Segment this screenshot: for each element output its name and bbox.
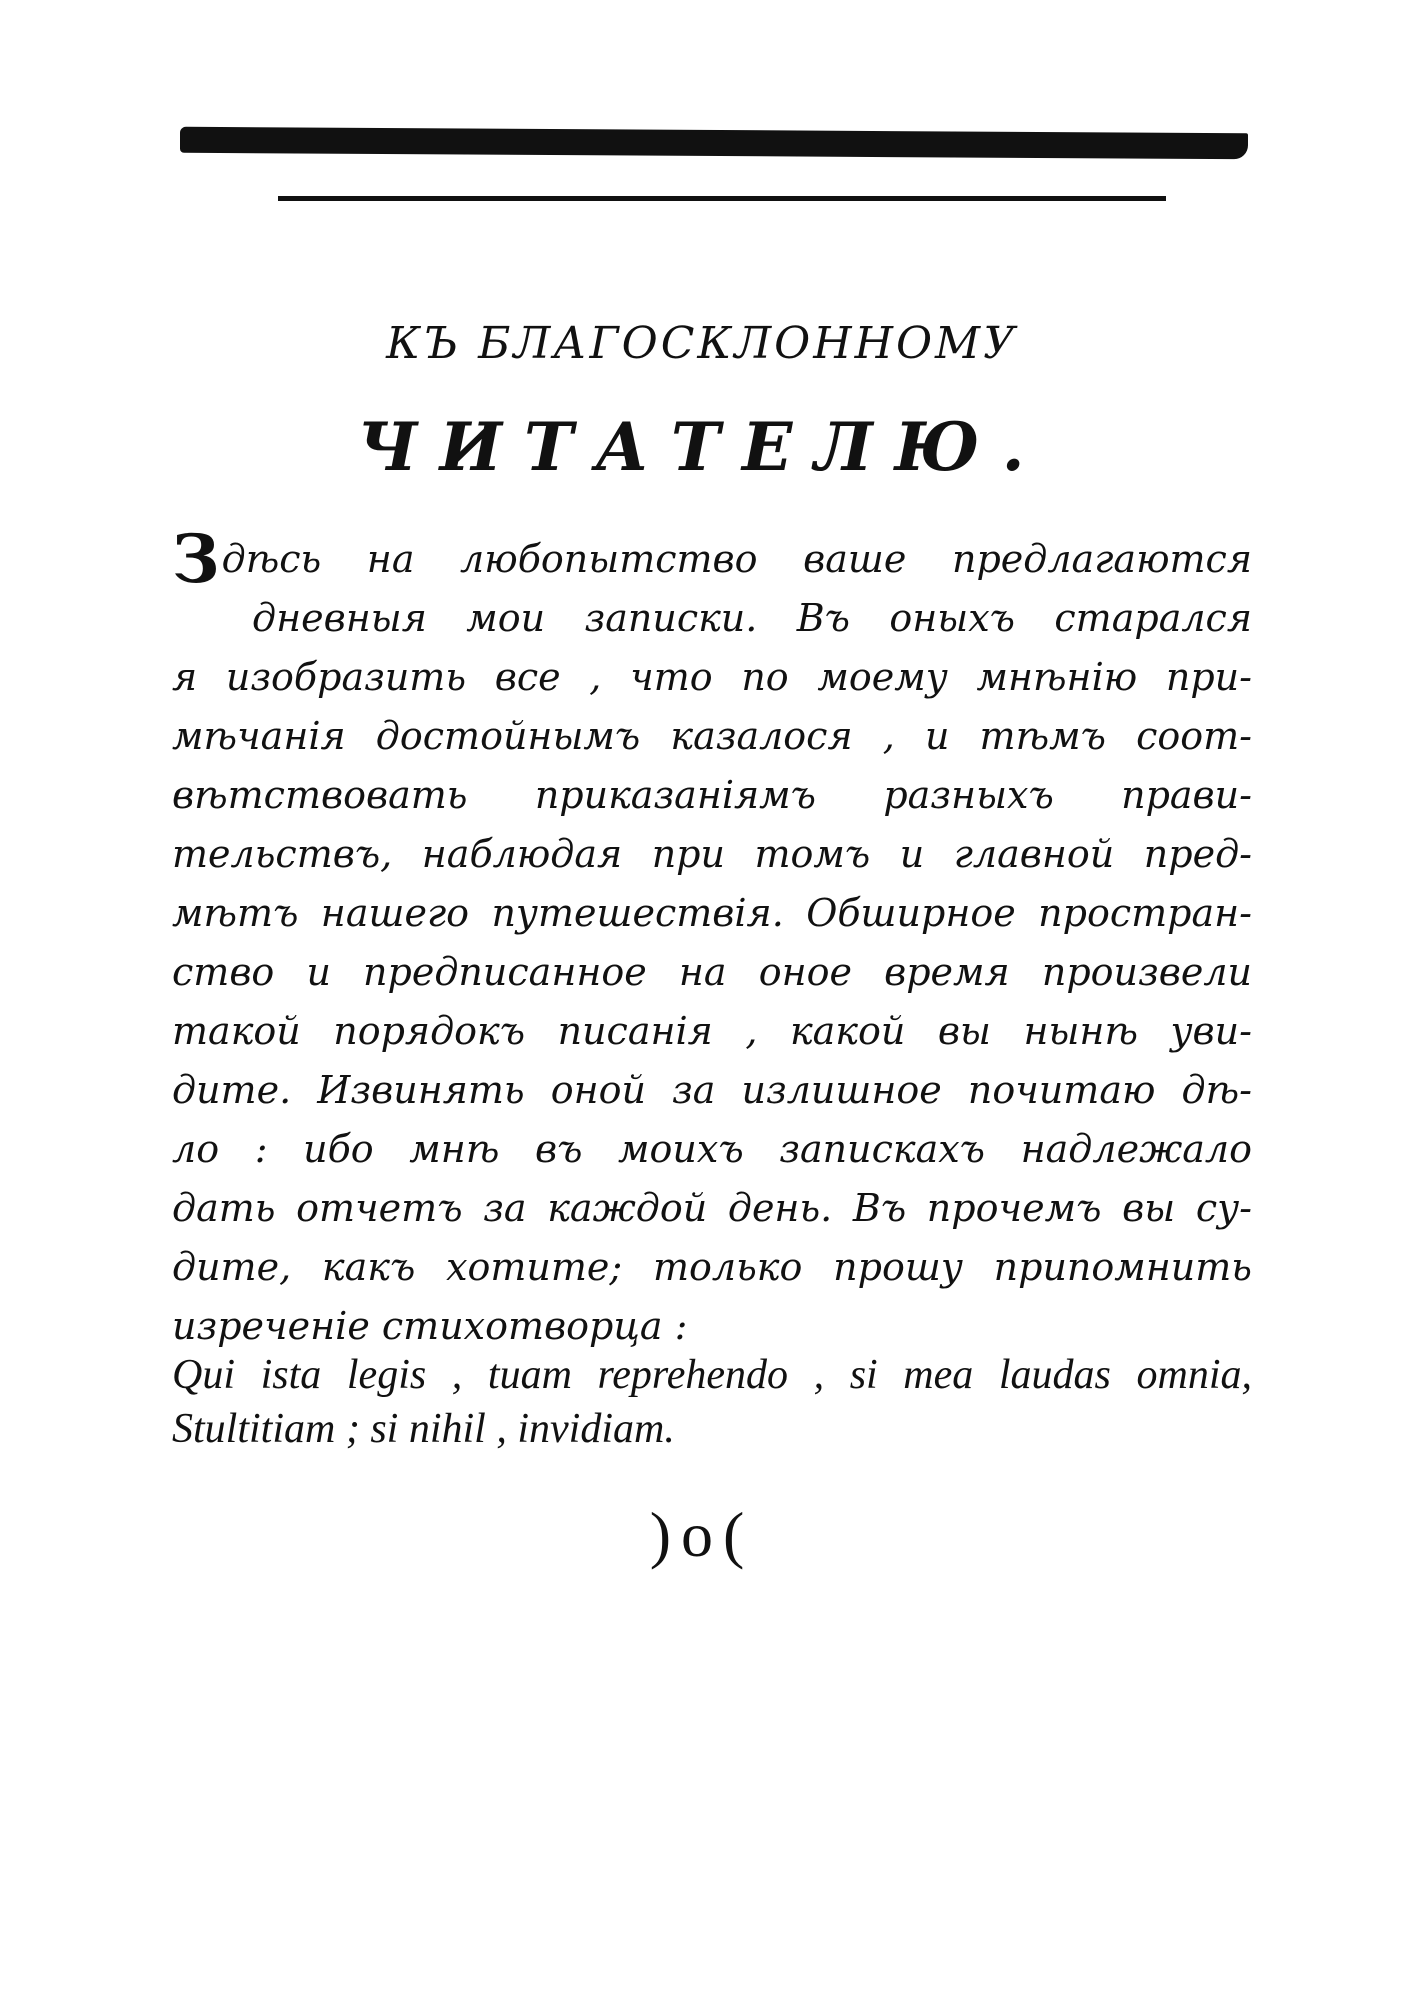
body-line: вѣтствовать приказаніямъ разныхъ прави- xyxy=(172,773,1252,817)
body-line: дать отчетъ за каждой день. Въ прочемъ вы су- xyxy=(172,1186,1252,1230)
body-line: тельствъ, наблюдая при томъ и главной пред- xyxy=(172,832,1252,876)
body-line: дите. Извинять оной за излишное почитаю дѣ- xyxy=(172,1068,1252,1112)
heading-title: ЧИТАТЕЛЮ. xyxy=(357,408,1047,486)
thick-rule xyxy=(180,127,1248,160)
latin-quote xyxy=(172,1348,1252,1456)
body-line: дите, какъ хотите; только прошу припомнить xyxy=(172,1245,1252,1289)
end-ornament: )o( xyxy=(649,1499,755,1570)
body-line: дневныя мои записки. Въ оныхъ старался xyxy=(252,596,1252,640)
body-paragraph xyxy=(172,530,1252,1356)
quote-line: Qui ista legis , tuam reprehendo , si mea laudas omnia, xyxy=(172,1352,1252,1398)
body-line: я изобразить все , что по моему мнѣнію при- xyxy=(172,655,1252,699)
body-line: такой порядокъ писанія , какой вы нынѣ уви- xyxy=(172,1009,1252,1053)
heading-dedication: КЪ БЛАГОСКЛОННОМУ xyxy=(386,318,1018,369)
quote-line: Stultitiam ; si nihil , invidiam. xyxy=(172,1406,675,1452)
body-line: изреченіе стихотворца : xyxy=(172,1304,688,1348)
body-line: ство и предписанное на оное время произвели xyxy=(172,950,1252,994)
body-line: мѣтъ нашего путешествія. Обширное простран- xyxy=(172,891,1252,935)
body-line-text: дѣсь на любопытство ваше предлагаются xyxy=(221,537,1252,581)
drop-cap: З xyxy=(172,530,220,589)
body-line xyxy=(172,530,1252,589)
body-line: мѣчанія достойнымъ казалося , и тѣмъ соот- xyxy=(172,714,1252,758)
body-line: ло : ибо мнѣ въ моихъ запискахъ надлежало xyxy=(172,1127,1252,1171)
thin-rule xyxy=(278,196,1166,201)
